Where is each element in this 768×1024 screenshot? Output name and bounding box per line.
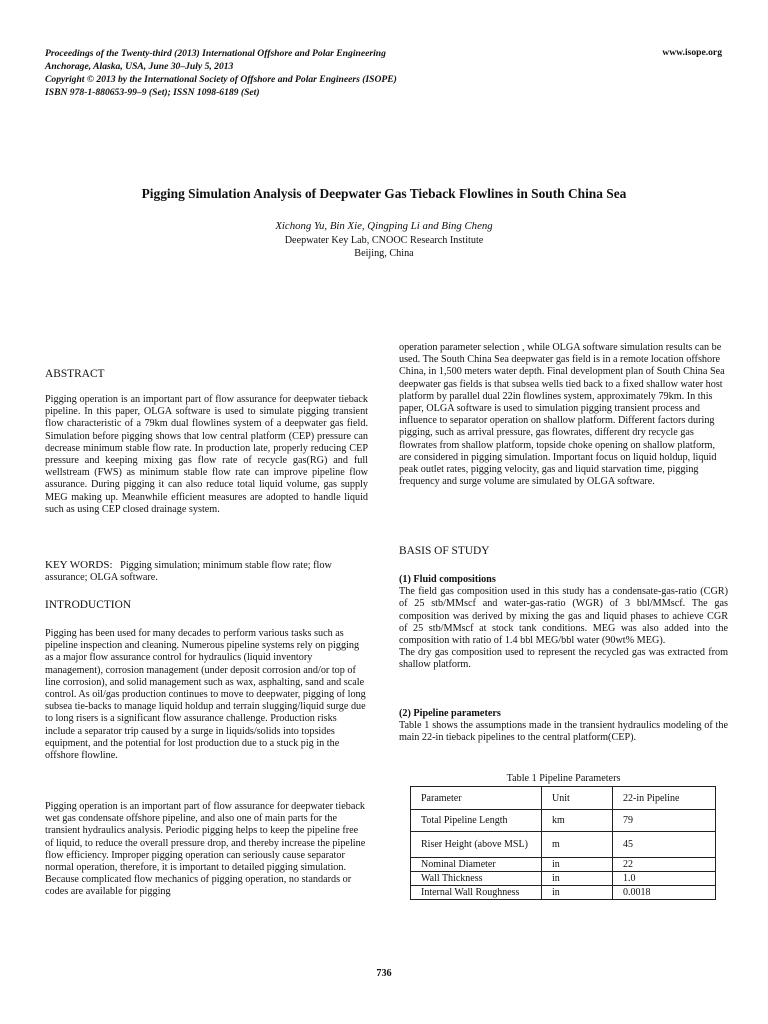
table-cell: Total Pipeline Length: [411, 810, 542, 832]
keywords-text: Pigging simulation; minimum stable flow rate; flow assurance; OLGA software.: [45, 560, 332, 584]
pipeline-section: [399, 708, 728, 745]
table-cell: Nominal Diameter: [411, 858, 542, 872]
header-line: Anchorage, Alaska, USA, June 30–July 5, 2013: [45, 61, 234, 72]
affiliation-org: Deepwater Key Lab, CNOOC Research Institute: [284, 235, 484, 246]
table-row: [411, 872, 716, 886]
abstract-text: [45, 394, 368, 516]
proceedings-header: [45, 47, 525, 99]
table-cell: 22: [613, 858, 716, 872]
fluid-heading: (1) Fluid compositions: [399, 574, 496, 585]
table-cell: 79: [613, 810, 716, 832]
header-line: Copyright © 2013 by the International Society of Offshore and Polar Engineers (ISOPE): [45, 74, 397, 85]
table-cell: 45: [613, 832, 716, 858]
table-cell: km: [542, 810, 613, 832]
page-number: 736: [376, 968, 392, 979]
table-row: [411, 858, 716, 872]
introduction-paragraph-3: [399, 342, 728, 488]
affiliation-city: Beijing, China: [354, 248, 414, 259]
pipeline-heading: (2) Pipeline parameters: [399, 708, 501, 719]
introduction-heading-text: INTRODUCTION: [45, 599, 132, 611]
intro-p3: operation parameter selection , while OLGA software simulation results can be used. The South China Sea deepwater gas field is in a remote location offshore China, in 1,500 meters water depth. Final development plan of South China Sea deepwater gas fields is that subsea wells tied back to a fixed shallow water host platform by parallel dual 22in flowlines system, approximately 79km. In this paper, OLGA software is used to simulation pigging transient process and influence to separator operation on shallow platform. Different factors during pigging, such as arrival pressure, gas flowrates, different dry recycle gas flowrates from shallow platform, topside choke opening on shallow platform, are considered in pigging simulation. Important focus on liquid holdup, liquid peak outlet rates, pigging velocity, gas and liquid starvation time, pigging frequency and surge volume are simulated by OLGA software.: [399, 342, 725, 488]
table-cell: in: [542, 872, 613, 886]
intro-p1: Pigging has been used for many decades to perform various tasks such as pipeline inspection and cleaning. Numerous pipeline systems rely on pigging as a major flow assurance control for hydraulics (liquid inventory management), corrosion management (under deposit corrosion and/or top of line corrosion), and solid management such as wax, asphalting, sand and scale control. As oil/gas production continues to move to deepwater, pigging of long subsea tie-backs to manage liquid holdup and terrain slugging/liquid surge due to long risers is a significant flow assurance challenge. Production risks include a separator trip caused by a surge in liquids/solids into topsides equipment, and the potential for lost production due to a stuck pig in the offshore flowline.: [45, 628, 366, 762]
abstract-paragraph: Pigging operation is an important part of flow assurance for deepwater tieback pipeline. In this paper, OLGA software is used to simulate pigging transient flow characteristic of a 79km dual flowlines system of a deepwater gas field. Simulation before pigging shows that low central platform (CEP) pressure can decrease minimum stable flow rate. In production late, properly reducing CEP pressure and keeping mixing gas flow rate of recycle gas(RG) and full wellstream (FWS) as minimum stable flow rate can improve pipeline flow assurance. During pigging it can also reduce total liquid volume, gas supply MEG making up. Meanwhile efficient measures are adopted to handle liquid such as using CEP closed drainage system.: [45, 394, 368, 515]
table-cell: in: [542, 886, 613, 900]
keywords-label: KEY WORDS:: [45, 559, 113, 571]
header-line: ISBN 978-1-880653-99–9 (Set); ISSN 1098-6189 (Set): [45, 87, 260, 98]
table-cell: Wall Thickness: [411, 872, 542, 886]
table-row: [411, 810, 716, 832]
fluid-p2: The dry gas composition used to represent the recycled gas was extracted from shallow platform.: [399, 647, 728, 671]
fluid-p1: The field gas composition used in this study has a condensate-gas-ratio (CGR) of 25 stb/MMscf and water-gas-ratio (WGR) of 3 bbl/MMscf. The gas composition was derived by mixing the gas and liquid phases to achieve CGR of 25 stb/MMscf at stock tank conditions. MEG was also added into the composition with ratio of 1.4 bbl MEG/bbl water (90wt% MEG).: [399, 586, 728, 647]
introduction-heading: [45, 599, 368, 612]
table-cell: 1.0: [613, 872, 716, 886]
table-row: [411, 832, 716, 858]
basis-heading-text: BASIS OF STUDY: [399, 545, 490, 557]
table-cell: Internal Wall Roughness: [411, 886, 542, 900]
paper-title: Pigging Simulation Analysis of Deepwater Gas Tieback Flowlines in South China Sea: [141, 186, 627, 201]
table-header-cell: Parameter: [411, 787, 542, 810]
table-header-row: [411, 787, 716, 810]
header-line: Proceedings of the Twenty-third (2013) International Offshore and Polar Engineering: [45, 48, 386, 59]
intro-p2: Pigging operation is an important part of flow assurance for deepwater tieback wet gas condensate offshore pipeline, and also one of main parts for the transient hydraulics analysis. Periodic pigging helps to keep the pipeline free of liquid, to reduce the overall pressure drop, and thereby increase the pipeline flow efficiency. Improper pigging operation can seriously cause separator normal operation, therefore, it is important to detailed pigging simulation. Because complicated flow mechanics of pigging operation, no standards or codes are available for pigging: [45, 801, 366, 898]
paper-authors: Xichong Yu, Bin Xie, Qingping Li and Bing Cheng: [275, 220, 493, 232]
pipeline-p1: Table 1 shows the assumptions made in the transient hydraulics modeling of the main 22-in tieback pipelines to the central platform(CEP).: [399, 720, 728, 744]
table-cell: Riser Height (above MSL): [411, 832, 542, 858]
table-cell: m: [542, 832, 613, 858]
introduction-paragraph-1: [45, 628, 368, 762]
basis-heading: [399, 545, 728, 558]
pipeline-parameters-table: [410, 786, 716, 900]
table-header-cell: 22-in Pipeline: [613, 787, 716, 810]
table-row: [411, 886, 716, 900]
table-cell: in: [542, 858, 613, 872]
table-cell: 0.0018: [613, 886, 716, 900]
keywords-paragraph: [45, 559, 368, 584]
paper-affiliation: [0, 234, 768, 260]
fluid-section: [399, 574, 728, 672]
abstract-heading-text: ABSTRACT: [45, 368, 105, 380]
table-caption: Table 1 Pipeline Parameters: [506, 773, 621, 784]
introduction-paragraph-2: [45, 801, 368, 899]
table-header-cell: Unit: [542, 787, 613, 810]
abstract-heading: [45, 368, 368, 381]
keywords: [45, 559, 368, 584]
header-url[interactable]: www.isope.org: [662, 47, 722, 58]
